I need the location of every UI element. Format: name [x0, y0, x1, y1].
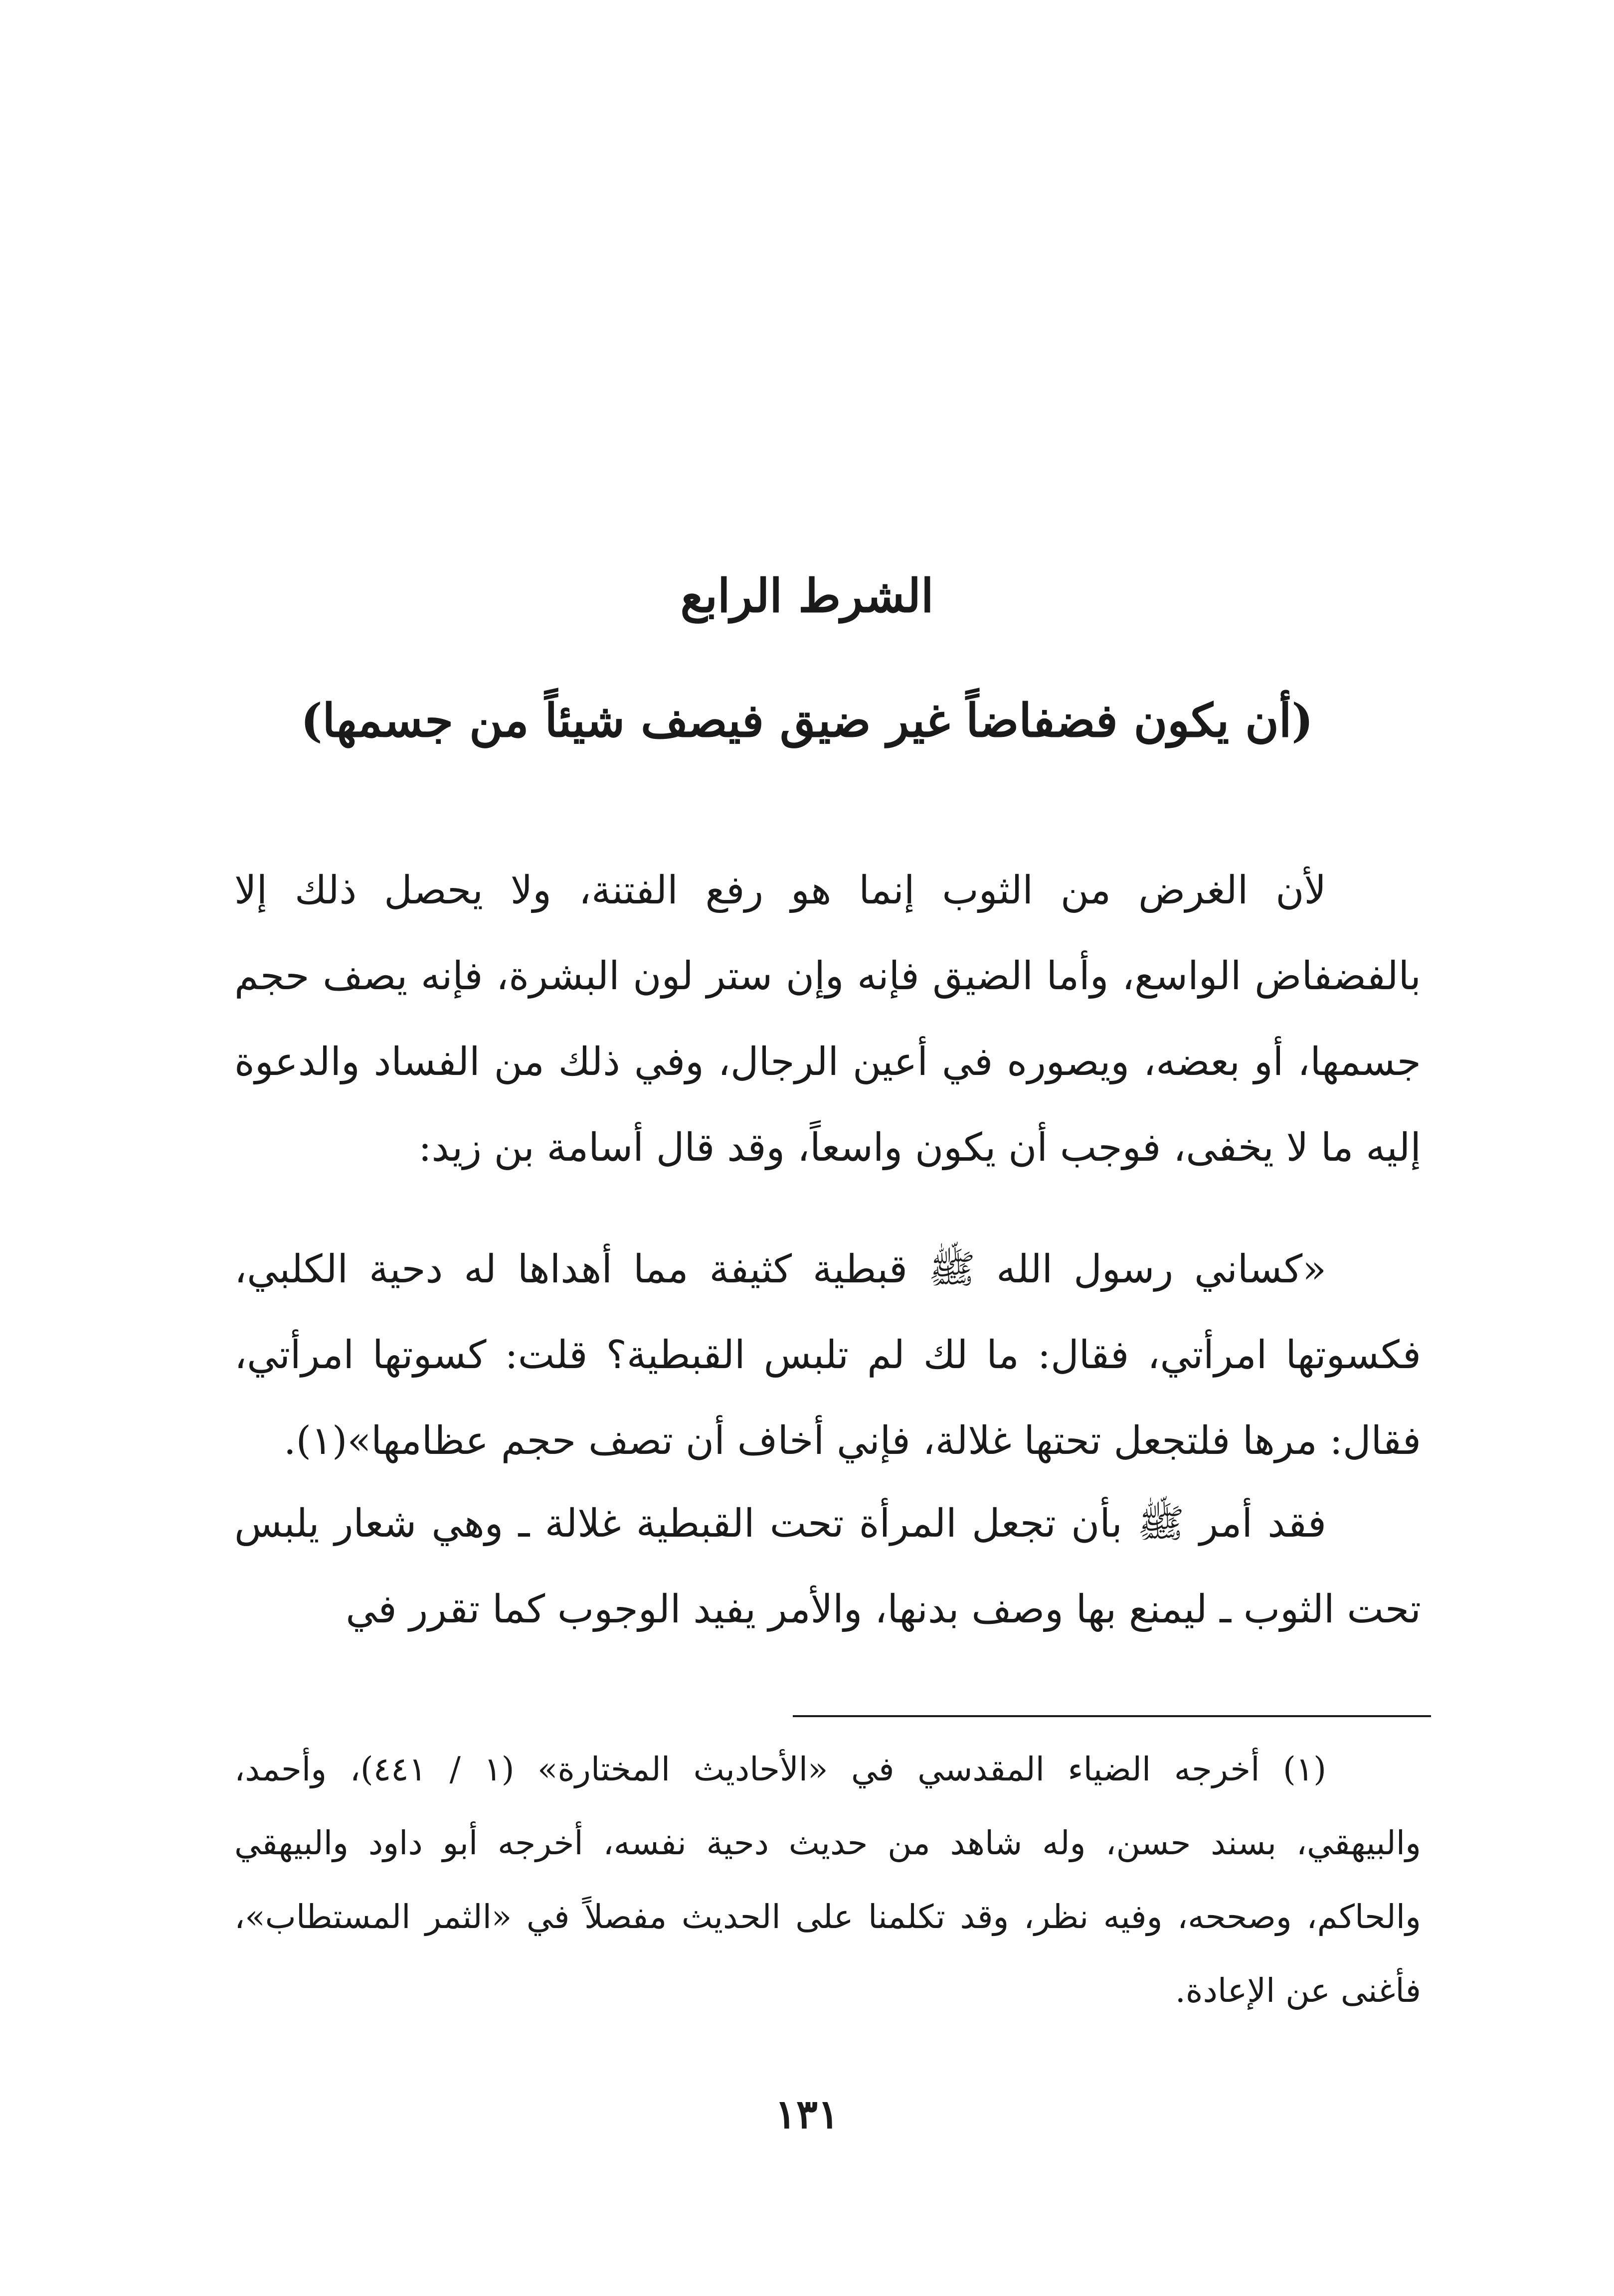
body-paragraph-1: لأن الغرض من الثوب إنما هو رفع الفتنة، ولا يحصل ذلك إلا بالفضفاض الواسع، وأما الضيق فإنه وإن ستر لون البشرة، فإنه يصف حجم جسمها، أو بعضه، ويصوره في أعين الرجال، وفي ذلك من الفساد والدعوة إليه ما لا يخفى، فوجب أن يكون واسعاً، وقد قال أسامة بن زيد:	[234, 868, 1422, 1170]
footnote: (١) أخرجه الضياء المقدسي في «الأحاديث المختارة» (١ / ٤٤١)، وأحمد، والبيهقي، بسند حسن، وله شاهد من حديث دحية نفسه، أخرجه أبو داود والبيهقي والحاكم، وصححه، وفيه نظر، وقد تكلمنا على الحديث مفصلاً في «الثمر المستطاب»، فأغنى عن الإعادة.	[234, 1750, 1422, 2010]
page-number: ١٣١	[775, 2091, 839, 2137]
body-paragraph-2: فقد أمر ﷺ بأن تجعل المرأة تحت القبطية غلالة ـ وهي شعار يلبس تحت الثوب ـ ليمنع بها وصف بدنها، والأمر يفيد الوجوب كما تقرر في	[234, 1501, 1421, 1632]
chapter-subtitle: (أن يكون فضفاضاً غير ضيق فيصف شيئاً من جسمها)	[301, 694, 1313, 747]
chapter-title: الشرط الرابع	[680, 569, 934, 623]
footnote-separator	[793, 1715, 1431, 1717]
hadith-quote: «كساني رسول الله ﷺ قبطية كثيفة مما أهداها له دحية الكلبي، فكسوتها امرأتي، فقال: ما لك لم تلبس القبطية؟ قلت: كسوتها امرأتي، فقال: مرها فلتجعل تحتها غلالة، فإني أخاف أن تصف حجم عظامها»(١).	[234, 1247, 1421, 1463]
